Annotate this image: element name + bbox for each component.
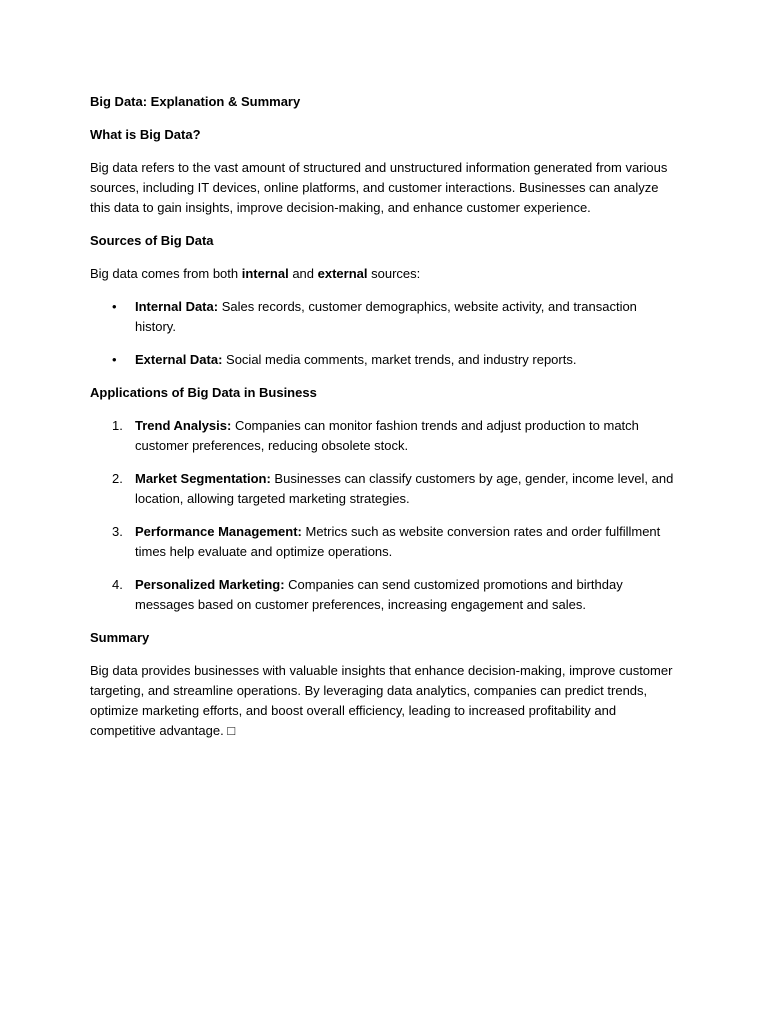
list-item (90, 350, 680, 370)
what-is-paragraph: Big data refers to the vast amount of structured and unstructured information generated from various sources, including IT devices, online platforms, and customer interactions. Businesses can analyze this data to gain insights, improve decision-making, and enhance customer experience. (90, 160, 668, 215)
list-item-text: Businesses can classify customers by age, gender, income level, and location, allowing targeted marketing strategies. (135, 471, 674, 506)
sources-list (90, 297, 680, 370)
summary-heading: Summary (90, 630, 150, 645)
summary-paragraph: Big data provides businesses with valuable insights that enhance decision-making, improve customer targeting, and streamline operations. By leveraging data analytics, companies can predict trends, optimize marketing efforts, and boost overall efficiency, leading to increased profitability and competitive advantage. □ (90, 663, 673, 738)
list-item (90, 416, 680, 456)
list-item-label: Performance Management: (135, 524, 302, 539)
applications-heading: Applications of Big Data in Business (90, 385, 317, 400)
list-item (90, 469, 680, 509)
list-item-label: Market Segmentation: (135, 471, 271, 486)
bullet-icon: • (112, 352, 117, 367)
sources-intro-post: sources: (367, 266, 421, 281)
list-item-text: Social media comments, market trends, and industry reports. (222, 352, 577, 367)
document-page (90, 92, 680, 754)
sources-intro-mid: and (288, 266, 318, 281)
sources-intro-pre: Big data comes from both (90, 266, 242, 281)
applications-list (90, 416, 680, 615)
sources-intro-external: external (317, 266, 368, 281)
bullet-icon: • (112, 299, 117, 314)
document-title: Big Data: Explanation & Summary (90, 94, 301, 109)
list-item-label: Personalized Marketing: (135, 577, 285, 592)
list-item (90, 297, 680, 337)
list-item-text: Metrics such as website conversion rates and order fulfillment times help evaluate and optimize operations. (135, 524, 661, 559)
list-item-text: Companies can send customized promotions and birthday messages based on customer preferences, increasing engagement and sales. (135, 577, 623, 612)
list-item (90, 522, 680, 562)
sources-heading: Sources of Big Data (90, 233, 214, 248)
list-number: 3. (112, 524, 123, 539)
list-item (90, 575, 680, 615)
list-item-label: Internal Data: (135, 299, 219, 314)
what-is-heading: What is Big Data? (90, 127, 201, 142)
list-item-label: External Data: (135, 352, 223, 367)
list-number: 2. (112, 471, 123, 486)
list-number: 4. (112, 577, 123, 592)
list-item-text: Companies can monitor fashion trends and adjust production to match customer preferences, reducing obsolete stock. (135, 418, 639, 453)
list-number: 1. (112, 418, 123, 433)
sources-intro (90, 264, 680, 284)
list-item-label: Trend Analysis: (135, 418, 232, 433)
sources-intro-internal: internal (241, 266, 289, 281)
list-item-text: Sales records, customer demographics, website activity, and transaction history. (135, 299, 637, 334)
